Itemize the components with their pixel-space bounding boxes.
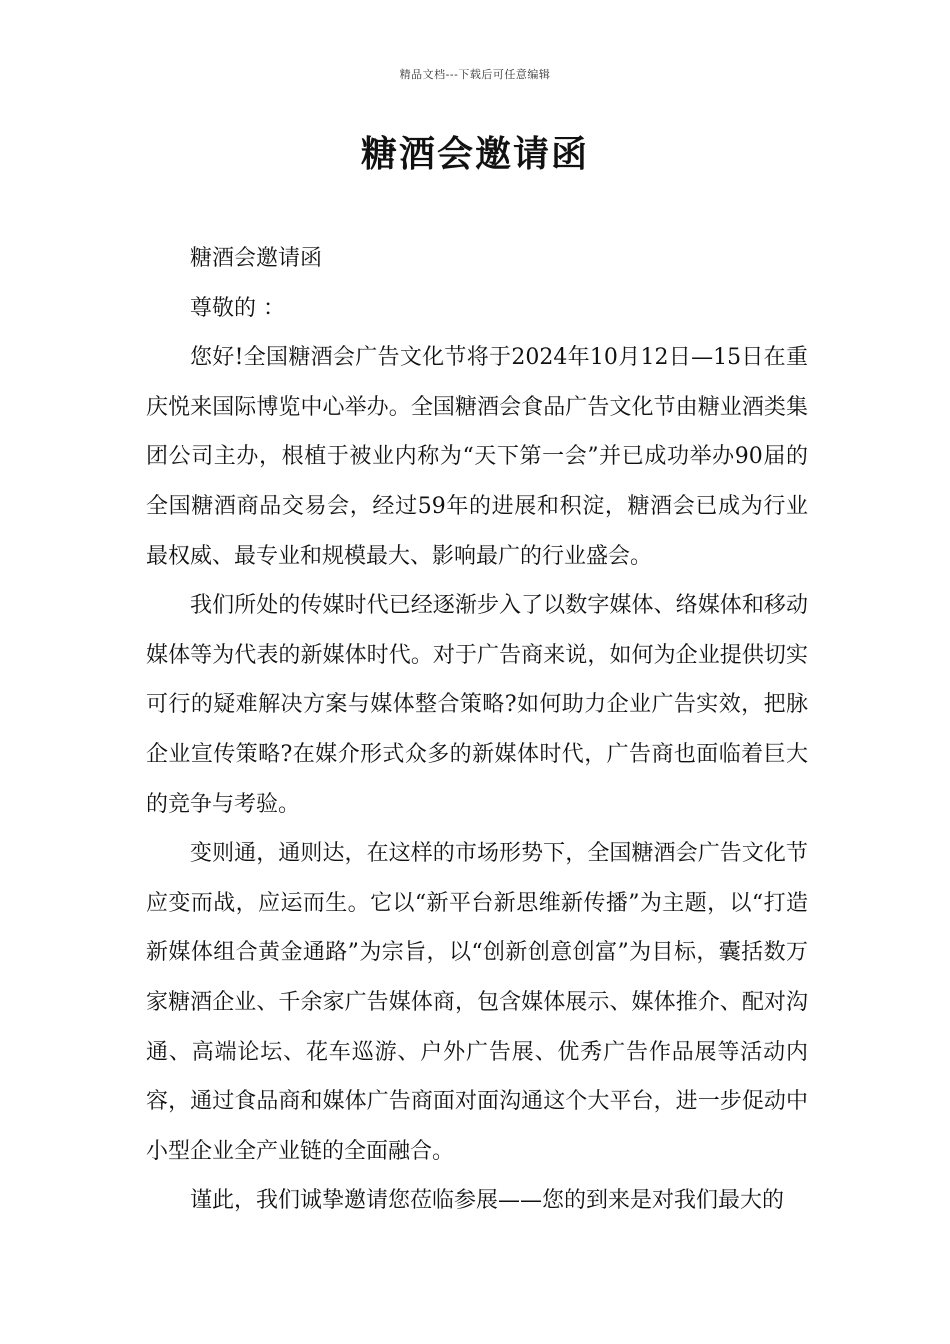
paragraph-subtitle: 糖酒会邀请函 — [190, 246, 323, 271]
paragraph-invitation: 谨此，我们诚挚邀请您莅临参展——您的到来是对我们最大的 — [190, 1188, 785, 1214]
document-body — [146, 234, 808, 1226]
paragraph-festival: 变则通，通则达，在这样的市场形势下，全国糖酒会广告文化节应变而战，应运而生。它以“新平台新思维新传播”为主题，以“打造新媒体组合黄金通路”为宗旨，以“创新创意创富”为目标，囊括数万家糖酒企业、千余家广告媒体商，包含媒体展示、媒体推介、配对沟通、高端论坛、花车巡游、户外广告展、优秀广告作品展等活动内容，通过食品商和媒体广告商面对面沟通这个大平台，进一步促动中小型企业全产业链的全面融合。 — [146, 841, 808, 1164]
paragraph-salutation: 尊敬的 ： — [190, 295, 285, 321]
paragraph-intro: 您好!全国糖酒会广告文化节将于2024年10月12日—15日在重庆悦来国际博览中心举办。全国糖酒会食品广告文化节由糖业酒类集团公司主办，根植于被业内称为“天下第一会”并已成功举办90届的全国糖酒商品交易会，经过59年的进展和积淀，糖酒会已成为行业最权威、最专业和规模最大、影响最广的行业盛会。 — [146, 345, 808, 569]
header-note: 精品文档---下载后可任意编辑 — [399, 68, 551, 81]
paragraph-media-era: 我们所处的传媒时代已经逐渐步入了以数字媒体、络媒体和移动媒体等为代表的新媒体时代。对于广告商来说，如何为企业提供切实可行的疑难解决方案与媒体整合策略?如何助力企业广告实效，把脉企业宣传策略?在媒介形式众多的新媒体时代，广告商也面临着巨大的竞争与考验。 — [146, 593, 808, 817]
document-title: 糖酒会邀请函 — [360, 133, 589, 175]
